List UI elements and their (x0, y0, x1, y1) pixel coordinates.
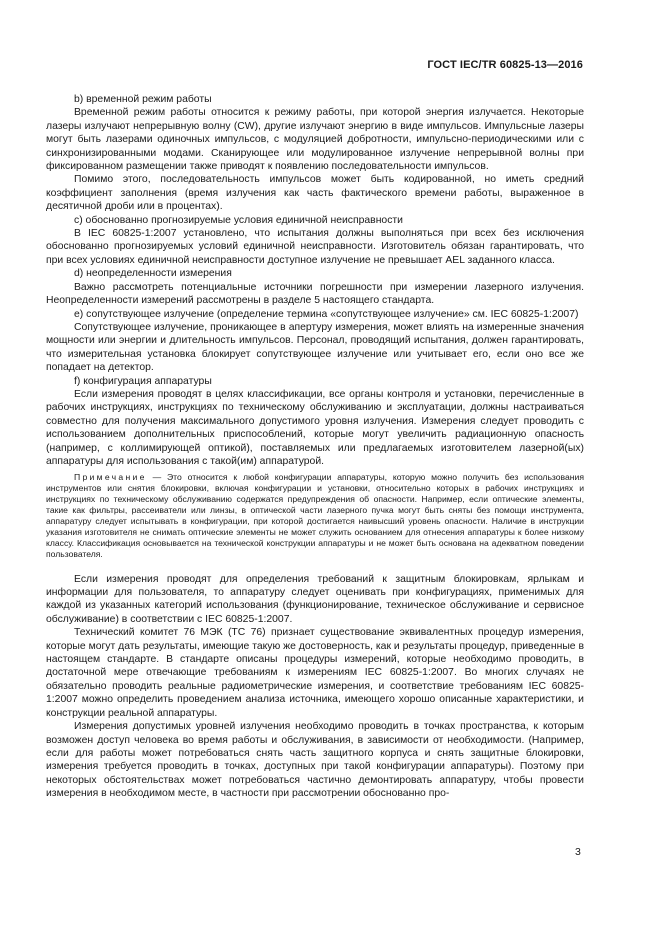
spacer (46, 566, 584, 573)
list-item-f: f) конфигурация аппаратуры (74, 375, 212, 387)
document-body (46, 93, 584, 801)
list-item-b: b) временной режим работы (74, 94, 212, 105)
list-item-c: c) обоснованно прогнозируемые условия единичной неисправности (74, 214, 403, 226)
note-label: Примечание (74, 472, 147, 483)
paragraph-interlocks: Если измерения проводят для определения требований к защитным блокировкам, ярлыкам и информации для пользователя, то аппаратуру следует оценивать при конфигурациях, применимых для каждой из указанных категорий использования (функционирование, техническое обслуживание и сервисное обслуживание) в соответствии с IEC 60825-1:2007. (46, 573, 584, 625)
note-block (46, 472, 584, 559)
paragraph-single-fault: В IEC 60825-1:2007 установлено, что испытания должны выполняться при всех без исключения обоснованно прогнозируемых условий единичной неисправности. Изготовитель обязан гарантировать, что при всех условиях единичной неисправности доступное излучение не превышает AEL заданного класса. (46, 228, 584, 266)
paragraph-uncertainty: Важно рассмотреть потенциальные источники погрешности при измерении лазерного излучения. Неопределенности измерений рассмотрены в разделе 5 настоящего стандарта. (46, 281, 584, 307)
list-item-d: d) неопределенности измерения (74, 268, 232, 280)
note-text: — Это относится к любой конфигурации аппаратуры, которую можно получить без использования инструментов или снятия блокировки, включая конфигурации и установки, относительно которых в рабочих инструкциях и инструкциях по техническому обслуживанию содержатся предупреждения об опасности. Например, если оптические элементы, такие как фильтры, рассеиватели или линзы, в оптической части лазерного пучка могут быть сняты без помощи инструмента, аппаратуру следует испытывать в конфигурации, при которой достигается наивысший уровень опасности. Наличие в инструкции указания изготовителя не снимать оптические элементы не может служить основанием для отнесения аппаратуры к более низкому классу. Классификация основывается на технической конструкции аппаратуры и не может быть основана на адекватном поведении пользователя. (46, 472, 584, 559)
paragraph-configuration: Если измерения проводят в целях классификации, все органы контроля и установки, перечисленные в рабочих инструкциях, инструкциях по техническому обслуживанию и эксплуатации, должны настраиваться совместно для получения максимального допустимого уровня излучения. Измерения следует проводить с использованием дополнительных приспособлений, которые могут увеличить радиационную опасность (например, с коллимирующей оптикой), поставляемых или предлагаемых изготовителем лазерной(ых) аппаратуры для использования с такой(им) аппаратурой. (46, 388, 584, 467)
paragraph-accessible-points: Измерения допустимых уровней излучения необходимо проводить в точках пространства, к которым возможен доступ человека во время работы и обслуживания, в зависимости от необходимости. (Например, если для работы может потребоваться снять часть защитного корпуса и снять защитные блокировки, измерения требуется проводить в точках, доступных при такой конфигурации аппаратуры). Поэтому при некоторых обстоятельствах может потребоваться частично демонтировать аппаратуру, чтобы провести измерения в необходимом месте, в частности при рассмотрении обоснованно про- (46, 721, 584, 800)
paragraph-tc76: Технический комитет 76 МЭК (ТС 76) признает существование эквивалентных процедур измерения, которые могут дать результаты, имеющие такую же достоверность, как и результаты процедур, приведенные в настоящем стандарте. В стандарте описаны процедуры измерений, которые необходимо проводить, в достаточной мере отвечающие требованиям к измерениям IEC 60825-1:2007. Во многих случаях не обязательно проводить реальные радиометрические измерения, и соответствие требованиям IEC 60825-1:2007 можно определить проведением анализа источника, имеющего хорошо описанные характеристики, и конструкции реальной аппаратуры. (46, 627, 584, 719)
paragraph-collateral-radiation: Сопутствующее излучение, проникающее в апертуру измерения, может влиять на измеренные значения мощности или энергии и длительность импульсов. Персонал, проводящий испытания, должен гарантировать, что измерительная установка блокирует сопутствующее излучение или учитывает его, если оно все же попадает на детектор. (46, 321, 584, 374)
paragraph-pulse-coding: Помимо этого, последовательность импульсов может быть кодированной, но иметь средний коэффициент заполнения (время излучения как часть фактического времени работы, выраженное в десятичной дроби или в процентах). (46, 174, 584, 213)
paragraph-operating-mode: Временной режим работы относится к режиму работы, при которой энергия излучается. Некоторые лазеры излучают непрерывную волну (CW), другие излучают энергию в виде импульсов. Импульсные лазеры могут быть лазерами одиночных импульсов, с модуляцией добротности, импульсно-периодическими или с синхронизированными модами. Сканирующее или модулированное излучение непрерывной волны при фиксированном размещении также приводят к появлению последовательности импульсов. (46, 107, 584, 173)
standard-code-header: ГОСТ IEC/TR 60825-13—2016 (427, 59, 583, 71)
list-item-e: e) сопутствующее излучение (определение термина «сопутствующее излучение» см. IEC 60825-1:2007) (74, 308, 579, 320)
page-number: 3 (575, 846, 581, 858)
